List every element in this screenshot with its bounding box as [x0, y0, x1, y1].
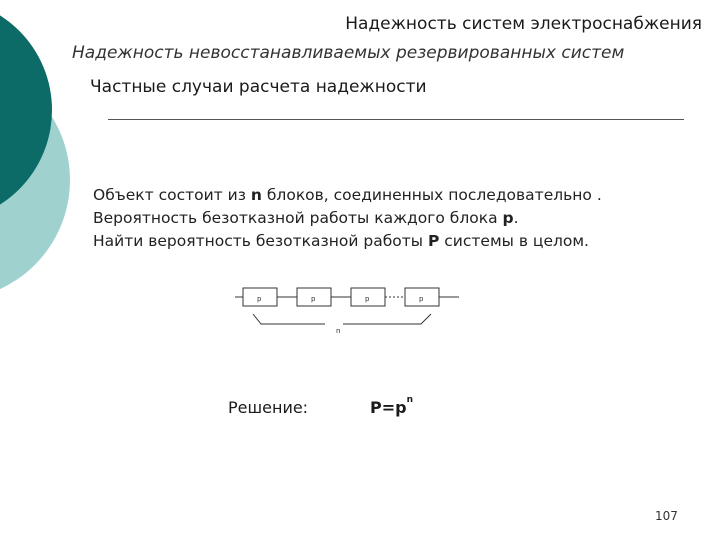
count-label: n — [336, 327, 341, 335]
statement-line-2: Вероятность безотказной работы каждого блока p. — [93, 209, 519, 227]
page-number: 107 — [655, 509, 678, 523]
solution-label: Решение: — [228, 398, 309, 417]
solution-formula: $P=p^n$ — [370, 395, 414, 417]
statement-line-1: Объект состоит из n блоков, соединенных последовательно . — [93, 186, 602, 204]
problem-statement — [93, 184, 602, 253]
var-P: P — [427, 232, 440, 250]
block-3-label: p — [365, 295, 370, 303]
brace — [253, 314, 431, 324]
presentation-title: Надежность систем электроснабжения — [345, 14, 702, 34]
statement-line-3: Найти вероятность безотказной работы P системы в целом. — [93, 232, 589, 250]
section-heading: Частные случаи расчета надежности — [90, 77, 427, 97]
var-n: n — [250, 186, 262, 204]
divider — [108, 119, 684, 120]
var-p: p — [502, 209, 514, 227]
formula-exponent: n — [406, 395, 414, 405]
block-4-label: p — [419, 295, 424, 303]
slide-subtitle: Надежность невосстанавливаемых резервированных систем — [72, 43, 625, 63]
block-2-label: p — [311, 295, 316, 303]
series-diagram — [235, 280, 465, 340]
block-1-label: p — [257, 295, 262, 303]
